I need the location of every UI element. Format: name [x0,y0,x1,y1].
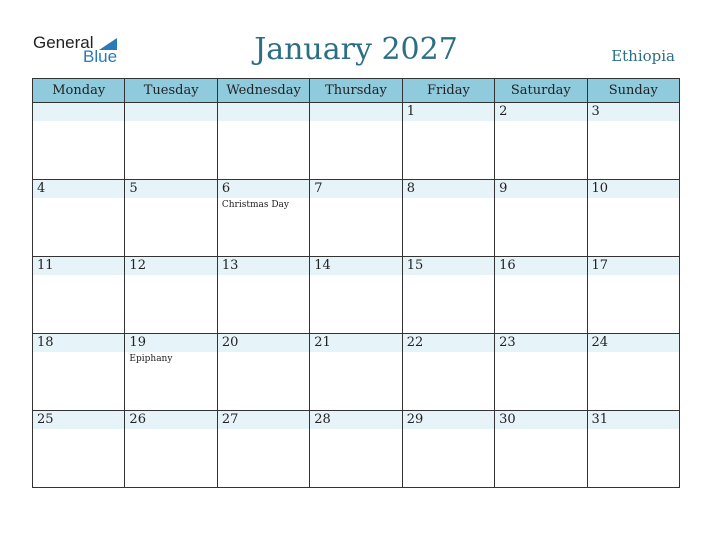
weekday-header: Wednesday [217,79,309,103]
calendar-grid [32,78,680,488]
day-number: 30 [495,411,586,429]
day-cell [217,103,309,180]
day-cell [402,180,494,257]
day-cell [495,257,587,334]
weekday-header: Saturday [495,79,587,103]
day-cell [125,257,217,334]
day-cell [125,180,217,257]
day-cell [310,180,402,257]
day-cell [125,103,217,180]
day-number [218,103,309,121]
day-cell [402,411,494,488]
day-cell [310,257,402,334]
country-label: Ethiopia [611,47,675,65]
logo-text-general: General [33,33,94,52]
day-number: 25 [33,411,124,429]
day-number: 19 [125,334,216,352]
day-cell [495,411,587,488]
day-number: 27 [218,411,309,429]
day-number: 17 [588,257,679,275]
day-number [310,103,401,121]
day-number: 6 [218,180,309,198]
day-number: 8 [403,180,494,198]
day-number: 29 [403,411,494,429]
day-cell [495,103,587,180]
day-number: 4 [33,180,124,198]
day-cell [33,334,125,411]
day-cell [33,103,125,180]
day-number: 1 [403,103,494,121]
week-row [33,334,680,411]
day-number: 9 [495,180,586,198]
day-cell [402,103,494,180]
day-cell [587,334,679,411]
day-number: 7 [310,180,401,198]
day-cell [217,180,309,257]
day-number: 10 [588,180,679,198]
day-number: 2 [495,103,586,121]
holiday-label: Christmas Day [221,200,289,210]
day-number: 28 [310,411,401,429]
weekday-header: Thursday [310,79,402,103]
day-cell [587,103,679,180]
week-row [33,180,680,257]
weekday-header-row [33,79,680,103]
day-number: 20 [218,334,309,352]
day-cell [310,103,402,180]
day-cell [587,180,679,257]
weekday-header: Tuesday [125,79,217,103]
day-number: 16 [495,257,586,275]
day-number: 5 [125,180,216,198]
day-cell [217,257,309,334]
day-cell [310,334,402,411]
day-cell [33,180,125,257]
day-number: 14 [310,257,401,275]
calendar-title: January 2027 [254,32,458,67]
weekday-header: Friday [402,79,494,103]
weekday-header: Sunday [587,79,679,103]
day-number: 3 [588,103,679,121]
week-row [33,411,680,488]
day-number: 23 [495,334,586,352]
day-number: 15 [403,257,494,275]
day-cell [402,334,494,411]
day-number: 18 [33,334,124,352]
day-number: 11 [33,257,124,275]
day-number: 13 [218,257,309,275]
week-row [33,103,680,180]
day-number: 21 [310,334,401,352]
day-cell [495,334,587,411]
day-cell [217,411,309,488]
day-cell [125,334,217,411]
logo-text-blue: Blue [83,47,118,66]
day-number [33,103,124,121]
day-number: 31 [588,411,679,429]
day-cell [33,257,125,334]
day-cell [217,334,309,411]
day-cell [402,257,494,334]
holiday-label: Epiphany [129,354,173,364]
day-cell [310,411,402,488]
day-cell [125,411,217,488]
week-row [33,257,680,334]
day-cell [587,411,679,488]
day-cell [495,180,587,257]
day-number: 22 [403,334,494,352]
day-cell [587,257,679,334]
day-number [125,103,216,121]
weekday-header: Monday [33,79,125,103]
day-cell [33,411,125,488]
day-number: 26 [125,411,216,429]
day-number: 24 [588,334,679,352]
day-number: 12 [125,257,216,275]
